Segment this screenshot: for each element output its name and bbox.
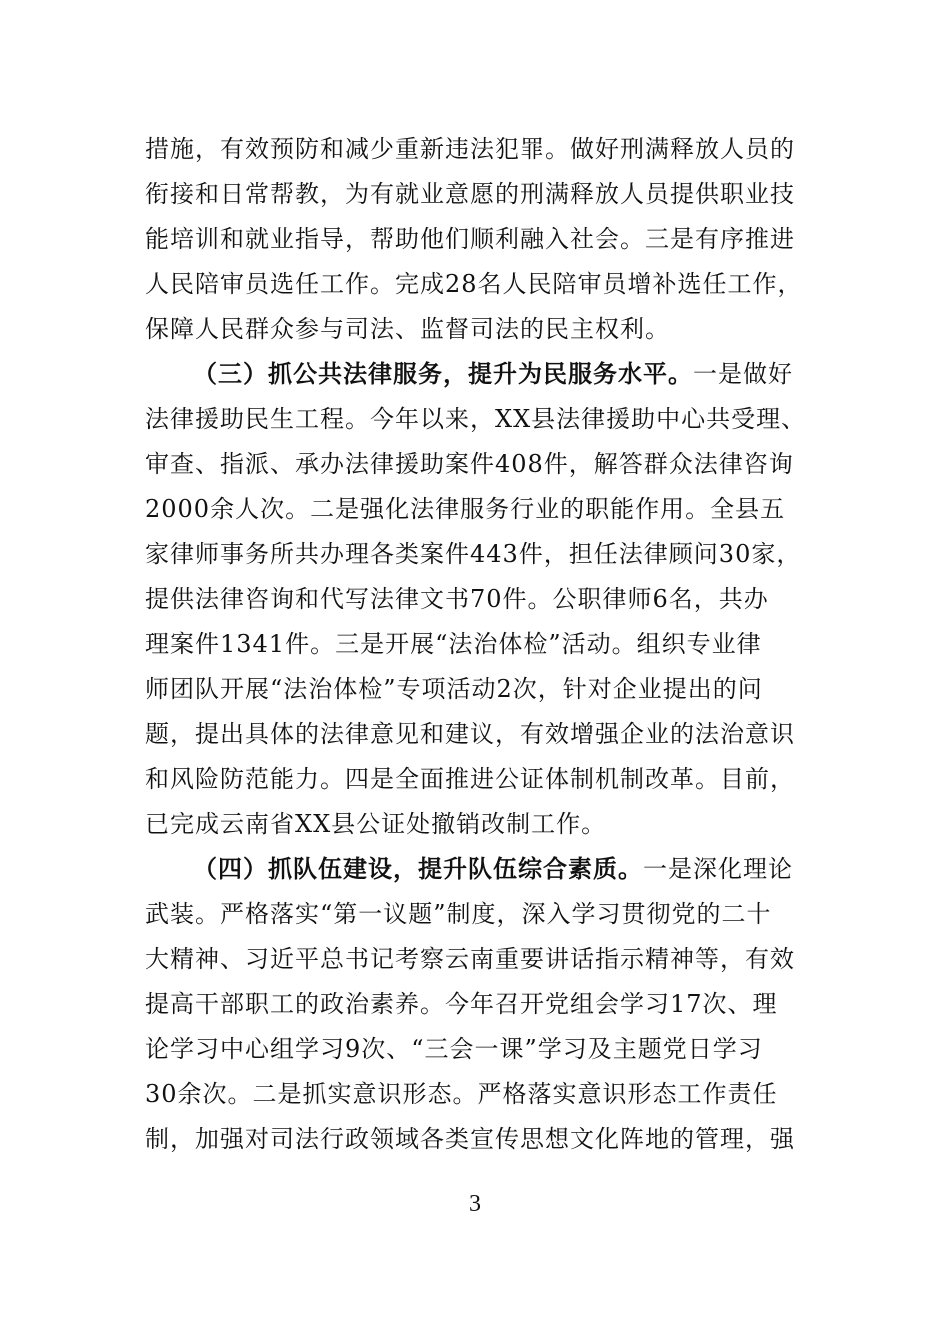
paragraph-line: 法律援助民生工程。今年以来，XX县法律援助中心共受理、 (145, 405, 807, 433)
paragraph-first-line (193, 854, 817, 884)
paragraph-line: 家律师事务所共办理各类案件443件，担任法律顾问30家， (145, 540, 802, 568)
section-heading: （四）抓队伍建设，提升队伍综合素质。 (193, 854, 643, 883)
paragraph-line: 大精神、习近平总书记考察云南重要讲话指示精神等，有效 (145, 945, 795, 973)
paragraph-line: 2000余人次。二是强化法律服务行业的职能作用。全县五 (145, 495, 786, 523)
paragraph-line: 制，加强对司法行政领域各类宣传思想文化阵地的管理，强 (145, 1125, 795, 1153)
paragraph-line: 理案件1341件。三是开展“法治体检”活动。组织专业律 (145, 630, 762, 658)
paragraph-line: 衔接和日常帮教，为有就业意愿的刑满释放人员提供职业技 (145, 180, 795, 208)
section-heading: （三）抓公共法律服务，提升为民服务水平。 (193, 359, 693, 388)
paragraph-line: 已完成云南省XX县公证处撤销改制工作。 (145, 810, 607, 838)
page-number: 3 (469, 1191, 481, 1217)
paragraph-line: 审查、指派、承办法律援助案件408件，解答群众法律咨询 (145, 450, 794, 478)
paragraph-line: 和风险防范能力。四是全面推进公证体制机制改革。目前， (145, 765, 795, 793)
paragraph-line: 题，提出具体的法律意见和建议，有效增强企业的法治意识 (145, 720, 795, 748)
paragraph-line: 武装。严格落实“第一议题”制度，深入学习贯彻党的二十 (145, 900, 772, 928)
paragraph-line: 师团队开展“法治体检”专项活动2次，针对企业提出的问 (145, 675, 763, 703)
paragraph-line: 30余次。二是抓实意识形态。严格落实意识形态工作责任 (145, 1080, 778, 1108)
paragraph-line: 论学习中心组学习9次、“三会一课”学习及主题党日学习 (145, 1035, 763, 1063)
paragraph-line: 人民陪审员选任工作。完成28名人民陪审员增补选任工作， (145, 270, 803, 298)
paragraph-line: 能培训和就业指导，帮助他们顺利融入社会。三是有序推进 (145, 225, 795, 253)
paragraph-first-line (193, 359, 817, 389)
paragraph-text: 一是做好 (693, 360, 793, 388)
paragraph-line: 措施，有效预防和减少重新违法犯罪。做好刑满释放人员的 (145, 135, 795, 163)
paragraph-line: 提高干部职工的政治素养。今年召开党组会学习17次、理 (145, 990, 778, 1018)
paragraph-line: 保障人民群众参与司法、监督司法的民主权利。 (145, 315, 670, 343)
paragraph-text: 一是深化理论 (643, 855, 793, 883)
paragraph-line: 提供法律咨询和代写法律文书70件。公职律师6名，共办 (145, 585, 769, 613)
